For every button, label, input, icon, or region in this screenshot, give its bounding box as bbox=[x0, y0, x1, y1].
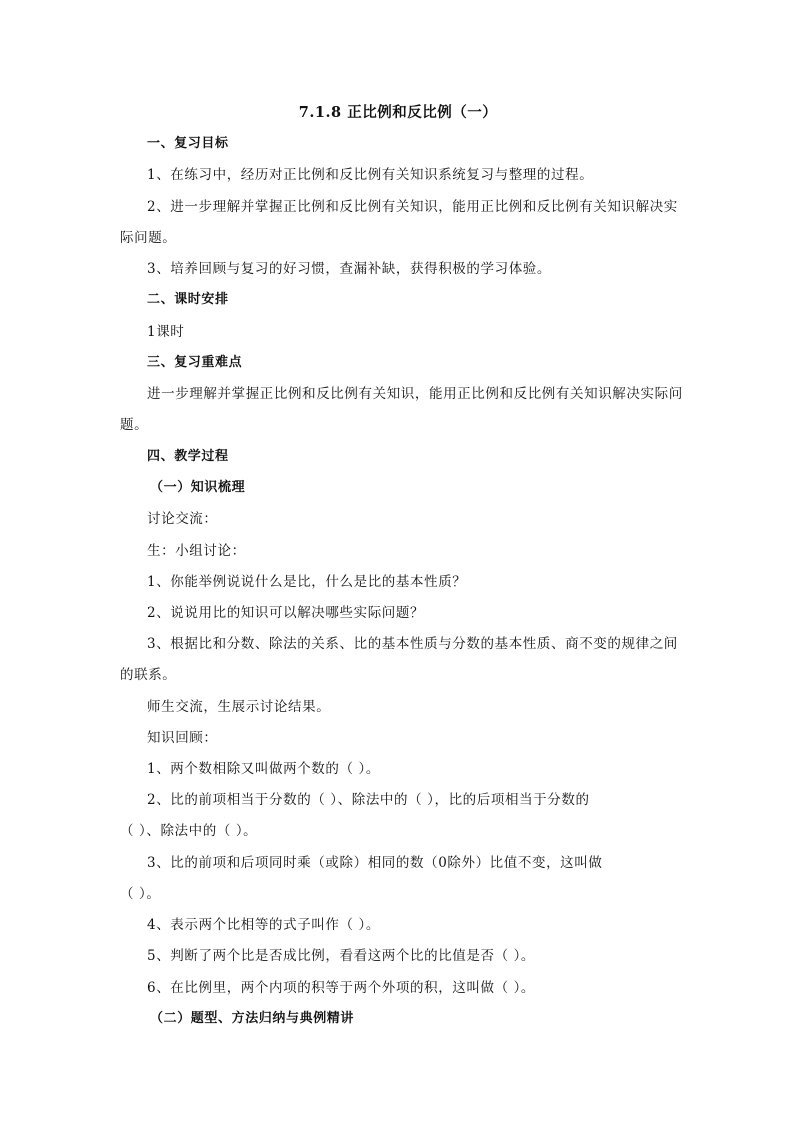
paragraph-line: 讨论交流： bbox=[147, 511, 218, 527]
section-heading: 一、复习目标 bbox=[147, 136, 229, 151]
paragraph-line: 进一步理解并掌握正比例和反比例有关知识，能用正比例和反比例有关知识解决实际问 bbox=[147, 386, 683, 402]
paragraph-line: 师生交流，生展示讨论结果。 bbox=[147, 699, 331, 715]
fill-blank-line: 1、两个数相除又叫做两个数的（ ）。 bbox=[147, 761, 380, 777]
paragraph-line: 2、进一步理解并掌握正比例和反比例有关知识，能用正比例和反比例有关知识解决实 bbox=[147, 199, 678, 215]
paragraph-line: 知识回顾： bbox=[147, 730, 218, 746]
fill-blank-line: 6、在比例里，两个内项的积等于两个外项的积，这叫做（ ）。 bbox=[147, 980, 536, 996]
section-heading: 二、课时安排 bbox=[147, 292, 229, 307]
section-heading: 三、复习重难点 bbox=[147, 355, 243, 370]
document-title: 7.1.8 正比例和反比例（一） bbox=[298, 104, 498, 121]
section-heading: 四、教学过程 bbox=[147, 449, 229, 464]
subsection-heading: （一）知识梳理 bbox=[150, 480, 246, 495]
fill-blank-line: 4、表示两个比相等的式子叫作（ ）。 bbox=[147, 917, 380, 933]
fill-blank-line: 3、比的前项和后项同时乘（或除）相同的数（0除外）比值不变，这叫做 bbox=[147, 855, 603, 871]
paragraph-line: 3、根据比和分数、除法的关系、比的基本性质与分数的基本性质、商不变的规律之间 bbox=[147, 636, 678, 652]
fill-blank-line: 5、判断了两个比是否成比例，看看这两个比的比值是否（ ）。 bbox=[147, 948, 536, 964]
paragraph-line: 3、培养回顾与复习的好习惯，查漏补缺，获得积极的学习体验。 bbox=[147, 261, 551, 277]
fill-blank-line: （ ）、除法中的（ ）。 bbox=[120, 823, 258, 839]
paragraph-line: 际问题。 bbox=[120, 230, 177, 246]
paragraph-line: 的联系。 bbox=[120, 667, 177, 683]
paragraph-line: 题。 bbox=[120, 417, 149, 433]
paragraph-line: 1课时 bbox=[147, 324, 185, 340]
paragraph-line: 1、在练习中，经历对正比例和反比例有关知识系统复习与整理的过程。 bbox=[147, 167, 594, 183]
paragraph-line: 2、说说用比的知识可以解决哪些实际问题？ bbox=[147, 605, 425, 621]
fill-blank-line: （ ）。 bbox=[120, 886, 161, 902]
fill-blank-line: 2、比的前项相当于分数的（ ）、除法中的（ ），比的后项相当于分数的 bbox=[147, 792, 590, 808]
paragraph-line: 生：小组讨论： bbox=[147, 543, 246, 559]
paragraph-line: 1、你能举例说说什么是比，什么是比的基本性质？ bbox=[147, 574, 467, 590]
subsection-heading: （二）题型、方法归纳与典例精讲 bbox=[150, 1011, 355, 1026]
